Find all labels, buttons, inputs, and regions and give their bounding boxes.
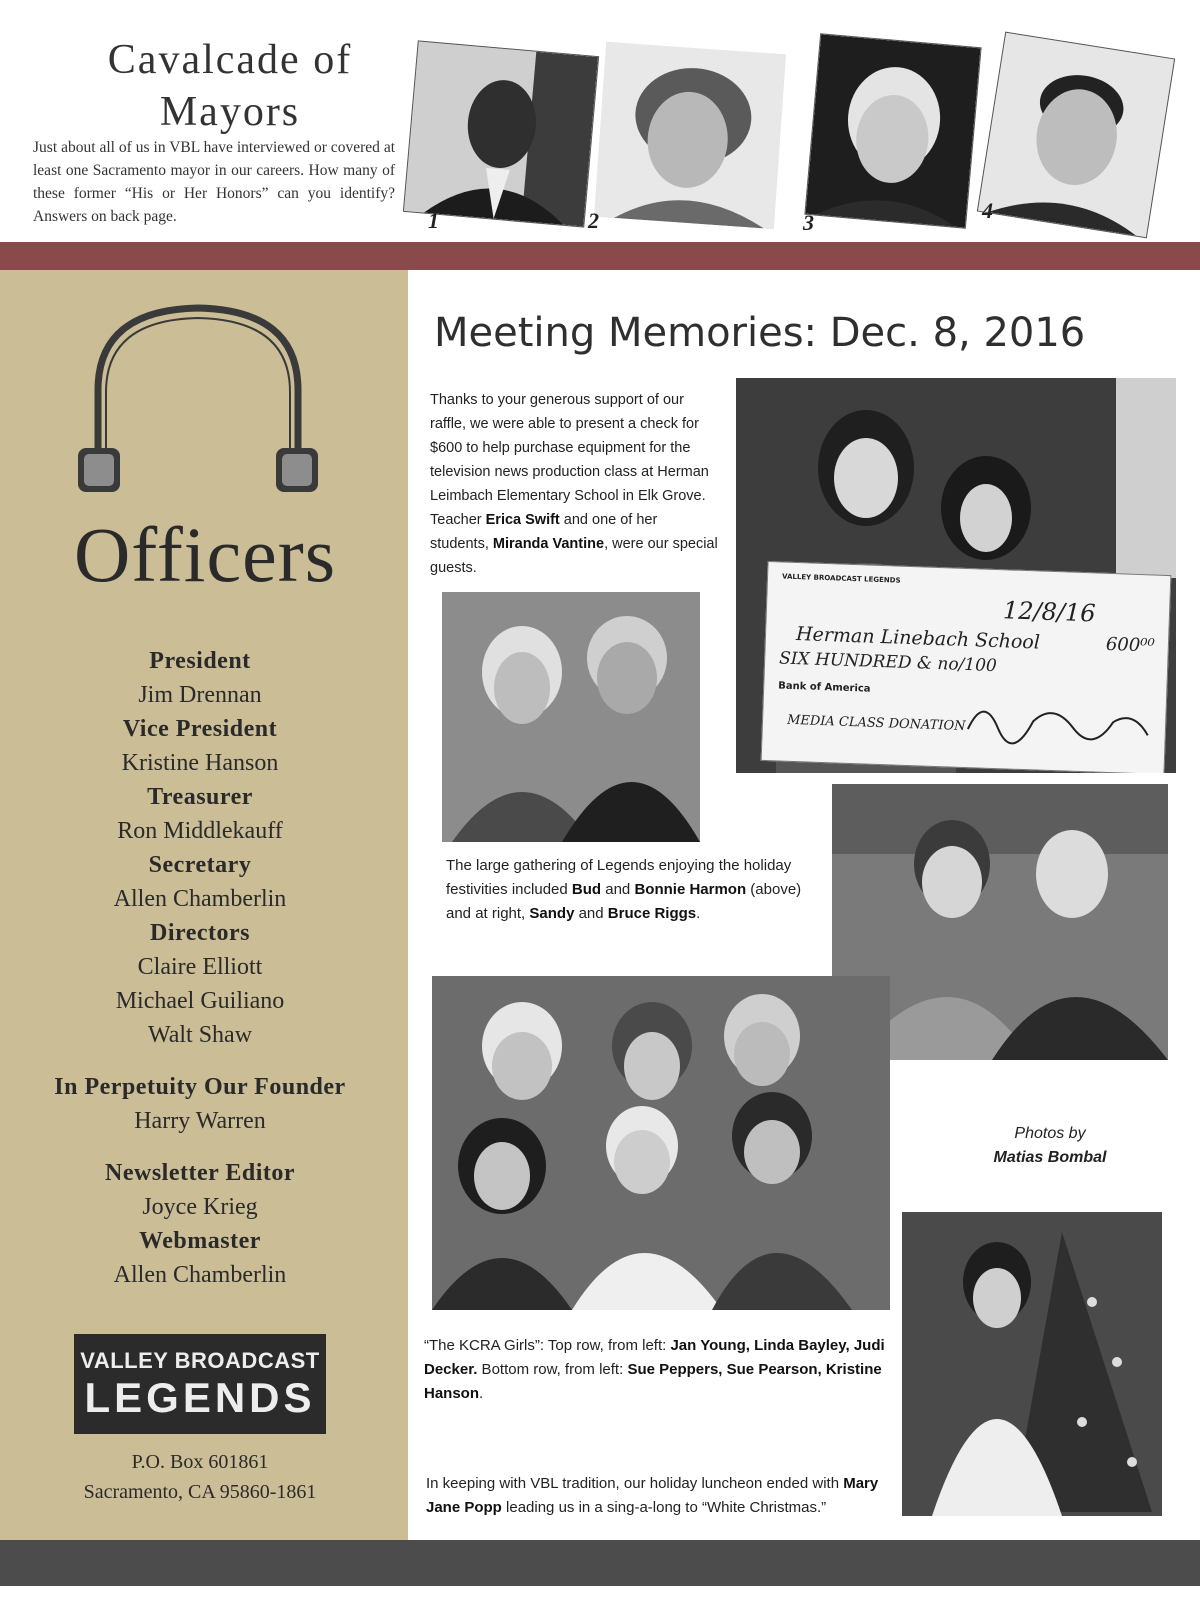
mary-jane-popp-photo — [902, 1212, 1162, 1516]
header-blurb: Just about all of us in VBL have interviewed or covered at least one Sacramento mayor in our careers. How many of these former “His or Her Honors” can you identify? Answers on back page. — [33, 139, 395, 225]
caption-name: Jan Young, Linda Bayley, Judi Decker. — [424, 1337, 885, 1378]
legends-caption — [446, 854, 826, 926]
intro-name: Erica Swift — [485, 512, 560, 528]
vbl-logo — [74, 1334, 326, 1434]
editor-name: Joyce Krieg — [142, 1194, 258, 1220]
mayor-photo-2 — [594, 42, 786, 229]
officer-name: Walt Shaw — [147, 1022, 253, 1048]
mayor-number-3: 3 — [803, 210, 814, 235]
founder-name: Harry Warren — [134, 1108, 266, 1134]
caption-text: Bottom row, from left: — [477, 1361, 628, 1378]
photo-image — [432, 976, 890, 1310]
officer-name: Allen Chamberlin — [113, 886, 287, 912]
mayor-number-2: 2 — [588, 208, 599, 233]
caption-text: leading us in a sing-a-long to “White Christmas.” — [501, 1499, 827, 1516]
portrait-image — [978, 33, 1174, 237]
check-org: VALLEY BROADCAST LEGENDS — [781, 572, 901, 585]
mayor-number-1: 1 — [428, 208, 439, 233]
caption-name: Sandy — [529, 905, 575, 922]
caption-text: In keeping with VBL tradition, our holiday luncheon ended with — [426, 1475, 844, 1492]
officer-role: Secretary — [148, 852, 252, 878]
check-date: 12/8/16 — [1002, 596, 1097, 628]
check-payee: Herman Linebach School — [795, 623, 1041, 654]
caption-name: Mary Jane Popp — [426, 1475, 879, 1516]
header-title — [60, 34, 400, 138]
officer-name: Kristine Hanson — [121, 750, 279, 776]
portrait-image — [805, 34, 980, 227]
header-title-line1: Cavalcade of — [107, 37, 353, 83]
mailing-address — [30, 1447, 370, 1507]
address-line2: Sacramento, CA 95860-1861 — [83, 1481, 317, 1503]
headphones-icon — [70, 300, 326, 496]
caption-text: The large gathering of Legends enjoying the holiday festivities included — [446, 857, 792, 898]
credit-label: Photos by — [1014, 1125, 1086, 1142]
logo-line1: VALLEY BROADCAST — [80, 1348, 320, 1373]
signature-icon — [962, 689, 1154, 756]
portrait-image — [404, 41, 598, 226]
officer-role: Vice President — [122, 716, 278, 742]
officer-name: Claire Elliott — [137, 954, 263, 980]
check — [761, 561, 1172, 773]
webmaster-name: Allen Chamberlin — [113, 1262, 287, 1288]
header-title-line2: Mayors — [159, 89, 301, 135]
webmaster-label: Webmaster — [139, 1228, 261, 1254]
officers-heading: Officers — [73, 511, 337, 598]
intro-name: Miranda Vantine — [492, 536, 605, 552]
logo-line2: LEGENDS — [84, 1374, 316, 1421]
caption-text: . — [696, 905, 701, 922]
founder-label: In Perpetuity Our Founder — [54, 1074, 346, 1100]
officer-role: President — [149, 648, 251, 674]
editor-label: Newsletter Editor — [105, 1160, 295, 1186]
bud-bonnie-harmon-photo — [442, 592, 700, 842]
photo-credit — [980, 1122, 1120, 1170]
intro-text: , were our special guests. — [430, 536, 718, 576]
check-bank: Bank of America — [778, 680, 871, 695]
officer-name: Ron Middlekauff — [117, 818, 283, 844]
caption-name: Bruce Riggs — [607, 905, 697, 922]
officer-role: Treasurer — [147, 784, 253, 810]
officers-roster — [20, 644, 380, 1292]
address-line1: P.O. Box 601861 — [131, 1451, 269, 1473]
mayor-photo-1 — [403, 40, 599, 227]
officer-role: Directors — [149, 920, 250, 946]
kcra-caption — [424, 1334, 894, 1406]
caption-text: and — [601, 881, 635, 898]
caption-text: and — [574, 905, 608, 922]
mayor-photo-4 — [977, 32, 1175, 239]
intro-text: and one of her students, — [430, 512, 658, 552]
credit-photographer: Matias Bombal — [993, 1149, 1107, 1166]
intro-paragraph — [430, 388, 720, 580]
kcra-girls-photo — [432, 976, 890, 1310]
caption-name: Sue Peppers, Sue Pearson, Kristine Hanson — [424, 1361, 882, 1402]
officer-name: Michael Guiliano — [115, 988, 285, 1014]
check-amount: 600⁰⁰ — [1105, 633, 1156, 657]
mayor-number-4: 4 — [982, 198, 993, 223]
portrait-image — [594, 42, 786, 229]
caption-text: . — [479, 1385, 484, 1402]
caption-text: “The KCRA Girls”: Top row, from left: — [424, 1337, 671, 1354]
caption-text: (above) and at right, — [446, 881, 802, 922]
check-memo: MEDIA CLASS DONATION — [786, 712, 966, 735]
mayor-photo-3 — [804, 33, 981, 228]
check-presentation-photo — [736, 378, 1176, 773]
bottom-divider-band — [0, 1540, 1200, 1586]
caption-name: Bonnie Harmon — [634, 881, 747, 898]
check-amount-words: SIX HUNDRED & no/100 — [778, 648, 998, 677]
caption-name: Bud — [571, 881, 602, 898]
photo-image — [902, 1212, 1162, 1516]
page-title: Meeting Memories: Dec. 8, 2016 — [434, 310, 1086, 356]
officer-name: Jim Drennan — [138, 682, 262, 708]
top-divider-band — [0, 242, 1200, 270]
intro-text: Thanks to your generous support of our raffle, we were able to present a check for $600 to help purchase equipment for the television news production class at Herman Leimbach Elementary School in Elk Grove. Teacher — [430, 392, 709, 528]
closing-caption — [426, 1472, 896, 1520]
photo-image — [442, 592, 700, 842]
